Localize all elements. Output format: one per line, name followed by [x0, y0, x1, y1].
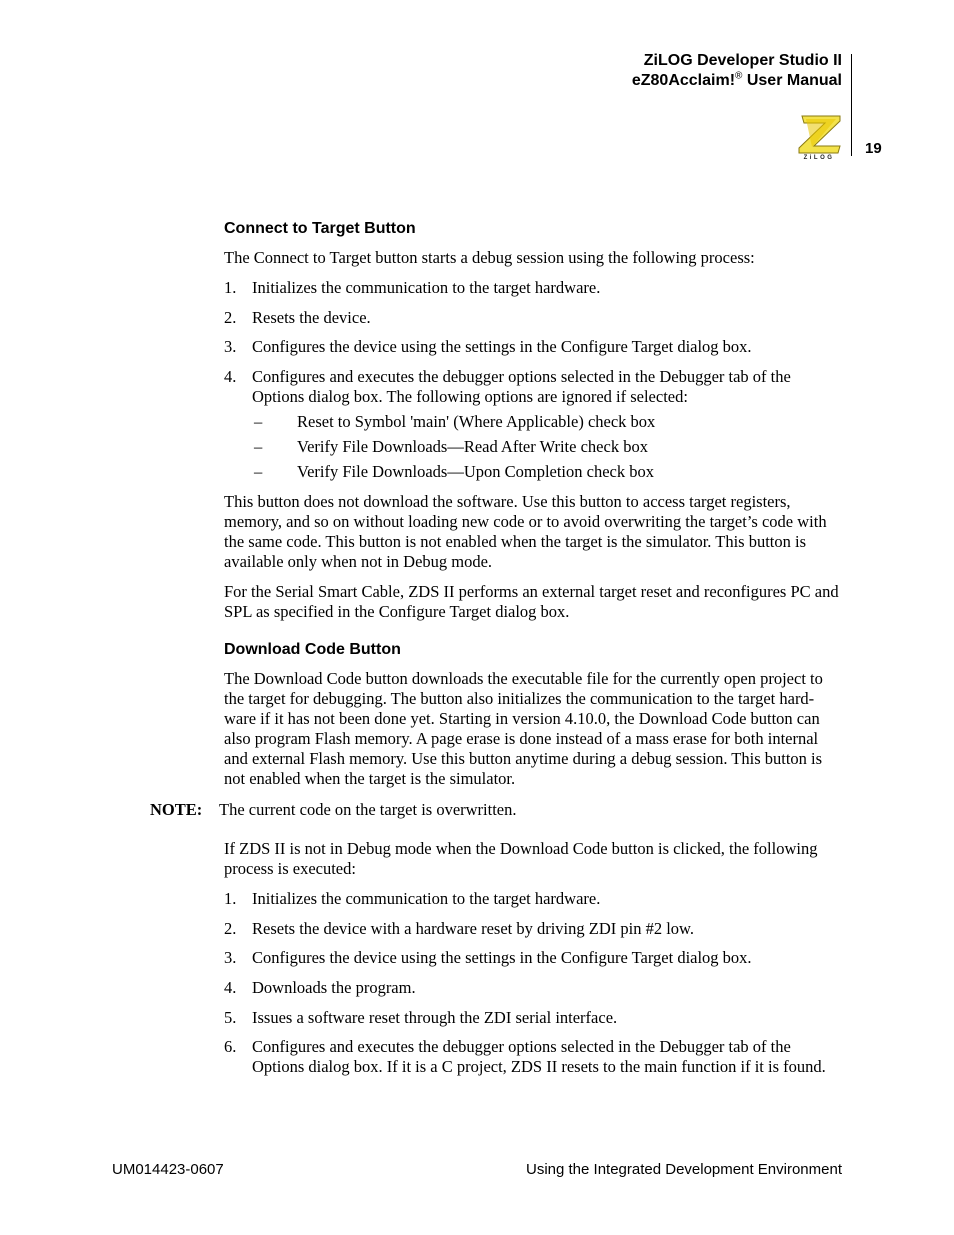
- list-item: [224, 278, 840, 298]
- list-dash: –: [254, 462, 263, 481]
- footer-chapter-title: Using the Integrated Development Environment: [525, 1161, 842, 1178]
- list-number: 6.: [224, 1037, 237, 1056]
- section1-intro: The Connect to Target button starts a debug session using the following process:: [224, 248, 755, 267]
- section2-paragraph: The Download Code button downloads the executable file for the currently open project to the target for debugging. The button also initializes the communication to the target hard-ware if it has not been done yet. Starting in version 4.10.0, the Download Code button can also program Flash memory. A page erase is done instead of a mass erase for both internal and external Flash memory. Use this button anytime during a debug session. This button is not enabled when the target is the simulator.: [224, 669, 823, 788]
- ignored-option-item: [254, 462, 840, 482]
- list-text: Resets the device with a hardware reset by driving ZDI pin #2 low.: [252, 919, 695, 938]
- option-text: Verify File Downloads—Read After Write check box: [297, 437, 648, 456]
- list-dash: –: [254, 412, 263, 431]
- list-number: 3.: [224, 948, 237, 967]
- list-number: 2.: [224, 308, 237, 327]
- list-number: 4.: [224, 367, 237, 386]
- list-number: 3.: [224, 337, 237, 356]
- list-item: [224, 948, 840, 968]
- section1-paragraph: This button does not download the software. Use this button to access target registers, memory, and so on without loading new code or to avoid overwriting the target’s code with the same code. This button is not enabled when the target is the simulator. This button is available only when not in Debug mode.: [224, 492, 827, 571]
- list-item: [224, 308, 840, 328]
- manual-type: User Manual: [742, 72, 842, 89]
- list-number: 1.: [224, 889, 237, 908]
- list-number: 4.: [224, 978, 237, 997]
- zilog-logo: [796, 113, 842, 159]
- list-text: Resets the device.: [252, 308, 371, 327]
- list-text: Configures the device using the settings in the Configure Target dialog box.: [252, 948, 752, 967]
- list-text: Downloads the program.: [252, 978, 416, 997]
- list-number: 1.: [224, 278, 237, 297]
- list-text: Configures and executes the debugger options selected in the Debugger tab of the Options dialog box. The following options are ignored if selected:: [252, 367, 791, 406]
- list-item: [224, 919, 840, 939]
- list-item: [224, 1037, 840, 1077]
- list-dash: –: [254, 437, 263, 456]
- list-text: Configures and executes the debugger options selected in the Debugger tab of the Options dialog box. If it is a C project, ZDS II resets to the main function if it is found.: [252, 1037, 826, 1076]
- logo-wordmark: ZiLOG: [803, 155, 835, 159]
- page-number: 19: [865, 140, 882, 157]
- section1-paragraph: For the Serial Smart Cable, ZDS II performs an external target reset and reconfigures PC and SPL as specified in the Configure Target dialog box.: [224, 582, 839, 621]
- list-text: Initializes the communication to the target hardware.: [252, 889, 601, 908]
- section2-paragraph: If ZDS II is not in Debug mode when the Download Code button is clicked, the following process is executed:: [224, 839, 818, 878]
- list-text: Issues a software reset through the ZDI serial interface.: [252, 1008, 618, 1027]
- list-number: 5.: [224, 1008, 237, 1027]
- list-item: [224, 889, 840, 909]
- list-item: [224, 367, 840, 407]
- section-heading-connect-to-target: Connect to Target Button: [224, 220, 416, 237]
- running-header-subtitle: [632, 72, 842, 90]
- option-text: Reset to Symbol 'main' (Where Applicable) check box: [297, 412, 656, 431]
- option-text: Verify File Downloads—Upon Completion check box: [297, 462, 654, 481]
- product-name: eZ80Acclaim!: [631, 72, 736, 89]
- footer-doc-id: UM014423-0607: [112, 1161, 224, 1178]
- list-text: Configures the device using the settings in the Configure Target dialog box.: [252, 337, 752, 356]
- list-item: [224, 1008, 840, 1028]
- header-vertical-rule: [851, 54, 852, 156]
- registered-mark: ®: [735, 70, 743, 82]
- list-item: [224, 337, 840, 357]
- section-heading-download-code: Download Code Button: [224, 641, 401, 658]
- running-header-title: ZiLOG Developer Studio II: [643, 52, 842, 69]
- list-number: 2.: [224, 919, 237, 938]
- zilog-logo-icon: [796, 113, 842, 159]
- note-label: NOTE:: [150, 800, 203, 819]
- ignored-option-item: [254, 412, 840, 432]
- list-item: [224, 978, 840, 998]
- ignored-option-item: [254, 437, 840, 457]
- note-text: The current code on the target is overwritten.: [219, 800, 517, 819]
- list-text: Initializes the communication to the target hardware.: [252, 278, 601, 297]
